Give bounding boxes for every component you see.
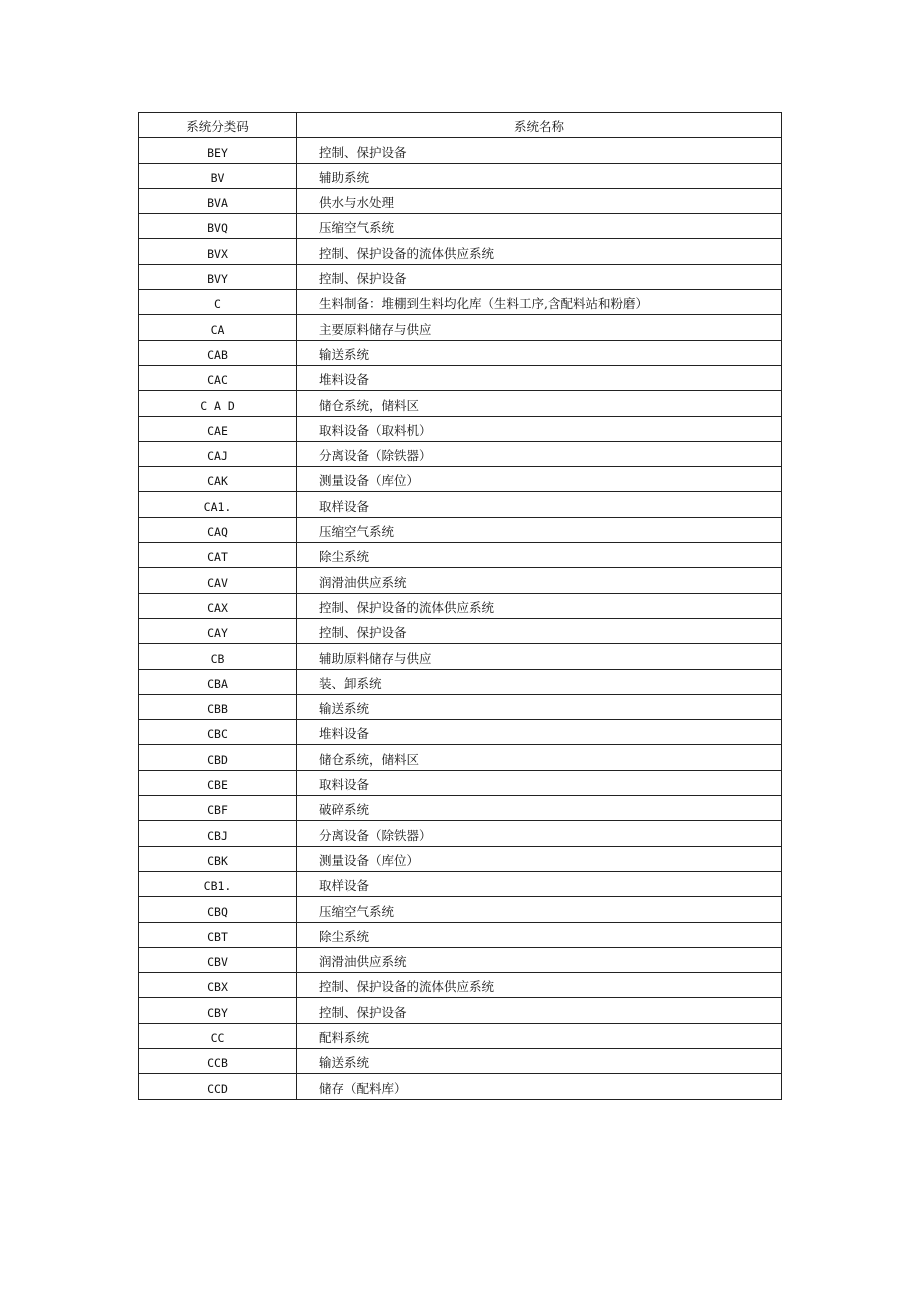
system-code-cell: CBT xyxy=(139,922,297,947)
system-name-cell: 配料系统 xyxy=(297,1023,782,1048)
table-row xyxy=(139,1023,782,1048)
table-row xyxy=(139,416,782,441)
table-row xyxy=(139,163,782,188)
system-code-cell: CA1. xyxy=(139,492,297,517)
system-name-cell: 输送系统 xyxy=(297,1048,782,1073)
system-code-cell: CBA xyxy=(139,669,297,694)
system-name-cell: 取料设备 xyxy=(297,770,782,795)
system-name-cell: 控制、保护设备 xyxy=(297,618,782,643)
system-code-cell: CA xyxy=(139,315,297,340)
system-code-cell: CB1. xyxy=(139,871,297,896)
system-code-cell: CAT xyxy=(139,543,297,568)
system-name-cell: 储仓系统，储料区 xyxy=(297,391,782,416)
system-name-cell: 生料制备：堆棚到生料均化库（生料工序,含配料站和粉磨） xyxy=(297,290,782,315)
system-code-cell: BVY xyxy=(139,264,297,289)
table-row xyxy=(139,315,782,340)
system-code-cell: CCD xyxy=(139,1074,297,1099)
table-row xyxy=(139,593,782,618)
table-row xyxy=(139,998,782,1023)
system-name-cell: 主要原料储存与供应 xyxy=(297,315,782,340)
system-name-cell: 供水与水处理 xyxy=(297,188,782,213)
system-code-cell: CBE xyxy=(139,770,297,795)
table-row xyxy=(139,973,782,998)
system-code-cell: CBB xyxy=(139,694,297,719)
system-name-cell: 辅助系统 xyxy=(297,163,782,188)
system-name-cell: 储存（配料库） xyxy=(297,1074,782,1099)
system-code-cell: CBF xyxy=(139,796,297,821)
column-header-code: 系统分类码 xyxy=(139,113,297,138)
table-row xyxy=(139,441,782,466)
system-name-cell: 堆料设备 xyxy=(297,365,782,390)
system-code-cell: CAJ xyxy=(139,441,297,466)
system-code-cell: BVQ xyxy=(139,214,297,239)
table-row xyxy=(139,770,782,795)
system-code-cell: CB xyxy=(139,644,297,669)
system-name-cell: 压缩空气系统 xyxy=(297,517,782,542)
system-code-table xyxy=(138,112,782,1100)
table-row xyxy=(139,669,782,694)
table-row xyxy=(139,1048,782,1073)
table-row xyxy=(139,871,782,896)
system-name-cell: 取样设备 xyxy=(297,871,782,896)
table-row xyxy=(139,543,782,568)
table-row xyxy=(139,365,782,390)
system-name-cell: 除尘系统 xyxy=(297,922,782,947)
table-header-row xyxy=(139,113,782,138)
system-code-cell: BV xyxy=(139,163,297,188)
table-row xyxy=(139,897,782,922)
table-row xyxy=(139,821,782,846)
table-row xyxy=(139,290,782,315)
table-row xyxy=(139,1074,782,1099)
table-row xyxy=(139,138,782,163)
system-name-cell: 除尘系统 xyxy=(297,543,782,568)
table-row xyxy=(139,239,782,264)
system-code-cell: CBX xyxy=(139,973,297,998)
system-name-cell: 储仓系统，储料区 xyxy=(297,745,782,770)
table-row xyxy=(139,846,782,871)
table-row xyxy=(139,517,782,542)
system-code-cell: BVX xyxy=(139,239,297,264)
system-code-cell: BVA xyxy=(139,188,297,213)
system-code-cell: CBD xyxy=(139,745,297,770)
table-row xyxy=(139,796,782,821)
table-row xyxy=(139,618,782,643)
system-name-cell: 测量设备（库位） xyxy=(297,846,782,871)
system-name-cell: 润滑油供应系统 xyxy=(297,947,782,972)
system-name-cell: 控制、保护设备 xyxy=(297,264,782,289)
system-name-cell: 分离设备（除铁器） xyxy=(297,441,782,466)
system-code-cell: CAK xyxy=(139,467,297,492)
system-name-cell: 辅助原料储存与供应 xyxy=(297,644,782,669)
system-name-cell: 分离设备（除铁器） xyxy=(297,821,782,846)
system-code-cell: CAV xyxy=(139,568,297,593)
column-header-name: 系统名称 xyxy=(297,113,782,138)
table-row xyxy=(139,340,782,365)
system-name-cell: 输送系统 xyxy=(297,340,782,365)
system-name-cell: 堆料设备 xyxy=(297,720,782,745)
system-code-cell: CAY xyxy=(139,618,297,643)
system-code-cell: CAC xyxy=(139,365,297,390)
system-code-cell: CAQ xyxy=(139,517,297,542)
table-row xyxy=(139,745,782,770)
system-code-cell: CCB xyxy=(139,1048,297,1073)
table-row xyxy=(139,492,782,517)
system-name-cell: 控制、保护设备的流体供应系统 xyxy=(297,239,782,264)
system-name-cell: 压缩空气系统 xyxy=(297,214,782,239)
table-row xyxy=(139,568,782,593)
system-code-cell: CBV xyxy=(139,947,297,972)
system-name-cell: 润滑油供应系统 xyxy=(297,568,782,593)
table-row xyxy=(139,694,782,719)
system-name-cell: 取样设备 xyxy=(297,492,782,517)
table-row xyxy=(139,467,782,492)
table-row xyxy=(139,720,782,745)
system-name-cell: 控制、保护设备的流体供应系统 xyxy=(297,973,782,998)
system-code-cell: CAX xyxy=(139,593,297,618)
table-row xyxy=(139,264,782,289)
system-code-cell: CAE xyxy=(139,416,297,441)
table-row xyxy=(139,644,782,669)
system-code-cell: C xyxy=(139,290,297,315)
system-name-cell: 测量设备（库位） xyxy=(297,467,782,492)
table-row xyxy=(139,922,782,947)
system-code-cell: CBQ xyxy=(139,897,297,922)
system-code-cell: C A D xyxy=(139,391,297,416)
table-body xyxy=(139,138,782,1099)
system-name-cell: 破碎系统 xyxy=(297,796,782,821)
system-code-cell: BEY xyxy=(139,138,297,163)
system-code-cell: CAB xyxy=(139,340,297,365)
system-code-cell: CBC xyxy=(139,720,297,745)
system-code-cell: CC xyxy=(139,1023,297,1048)
table-row xyxy=(139,391,782,416)
table-row xyxy=(139,214,782,239)
system-name-cell: 压缩空气系统 xyxy=(297,897,782,922)
system-name-cell: 控制、保护设备 xyxy=(297,998,782,1023)
system-name-cell: 输送系统 xyxy=(297,694,782,719)
system-code-cell: CBK xyxy=(139,846,297,871)
system-name-cell: 控制、保护设备的流体供应系统 xyxy=(297,593,782,618)
system-name-cell: 装、卸系统 xyxy=(297,669,782,694)
system-name-cell: 取料设备（取料机） xyxy=(297,416,782,441)
table-row xyxy=(139,188,782,213)
system-code-cell: CBJ xyxy=(139,821,297,846)
table-row xyxy=(139,947,782,972)
system-code-cell: CBY xyxy=(139,998,297,1023)
system-name-cell: 控制、保护设备 xyxy=(297,138,782,163)
